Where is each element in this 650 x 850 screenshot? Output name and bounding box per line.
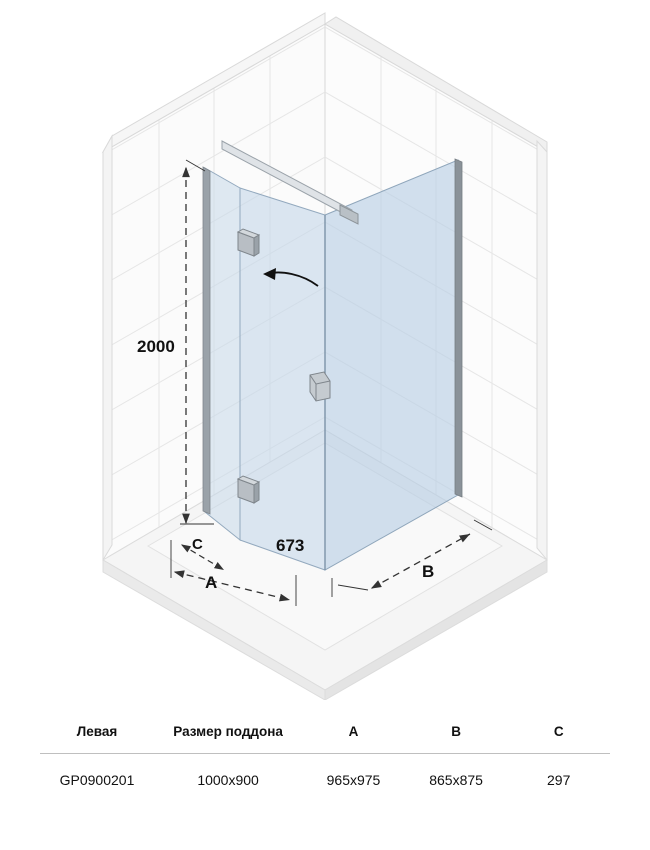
dimension-b-label: B xyxy=(422,562,435,581)
header-code: Левая xyxy=(76,724,118,739)
handle-icon xyxy=(310,372,330,401)
cell-a: 965x975 xyxy=(326,772,381,788)
cell-code: GP0900201 xyxy=(59,772,135,788)
cell-tray-size: 1000x900 xyxy=(197,772,259,788)
dimension-c-label: C xyxy=(192,536,203,553)
cell-b: 865x875 xyxy=(429,772,483,788)
header-tray-size: Размер поддона xyxy=(173,724,283,739)
cell-c: 297 xyxy=(547,772,571,788)
specification-table xyxy=(40,712,610,798)
glass-panels xyxy=(203,159,462,570)
dimension-a-label: A xyxy=(205,573,218,592)
table-row xyxy=(40,754,610,799)
header-a: A xyxy=(348,724,359,739)
dimension-door-width-label: 673 xyxy=(276,536,305,555)
header-b: B xyxy=(451,724,461,739)
header-c: C xyxy=(553,724,564,739)
dimension-height-label: 2000 xyxy=(137,337,175,356)
table-header-row xyxy=(40,712,610,754)
